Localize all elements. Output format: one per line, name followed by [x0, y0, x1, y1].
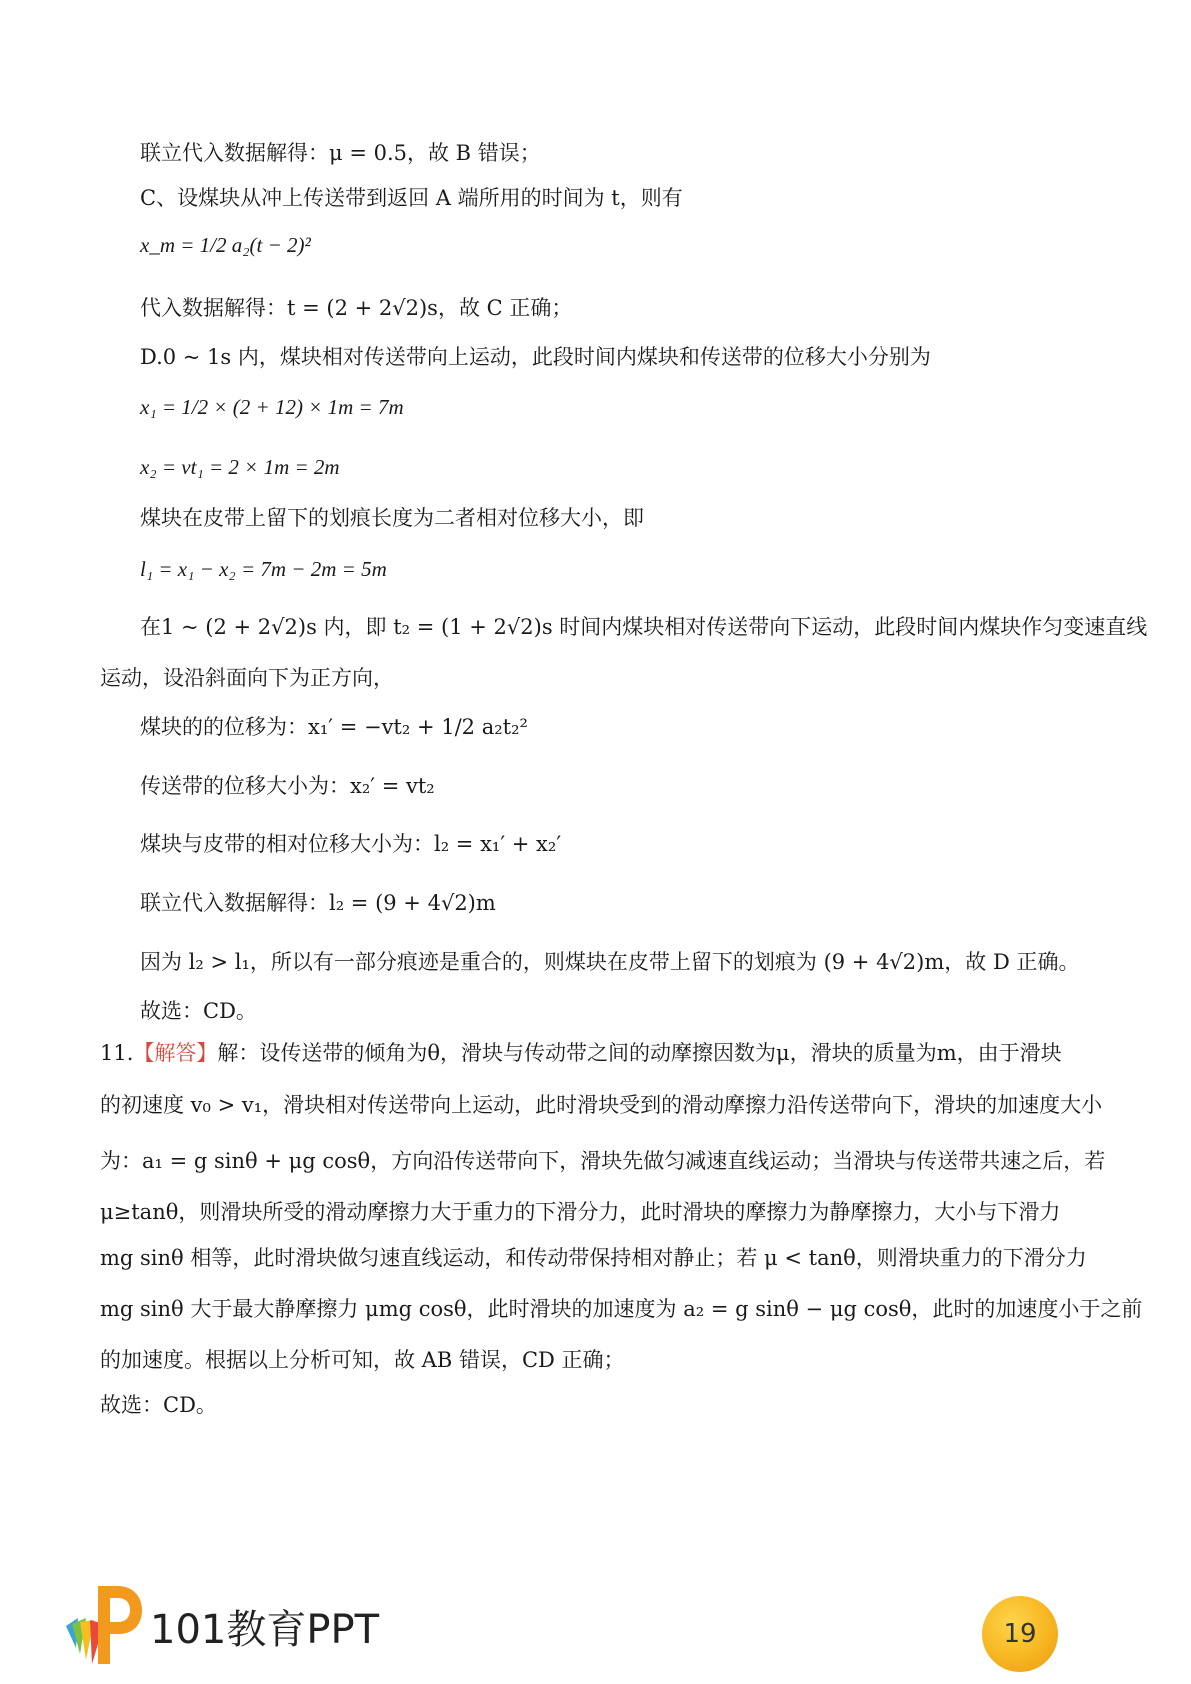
answer-tag: 【解答】 [133, 1041, 218, 1065]
text-line-21: μ≥tanθ，则滑块所受的滑动摩擦力大于重力的下滑分力，此时滑块的摩擦力为静摩擦力，大小与下滑力 [100, 1200, 1061, 1224]
equation-xm: x_m = 1/2 a₂(t − 2)² [140, 233, 311, 257]
equation-x1: x₁ = 1/2 × (2 + 12) × 1m = 7m [140, 395, 404, 419]
text-line-19: 的初速度 v₀ > v₁，滑块相对传送带向上运动，此时滑块受到的滑动摩擦力沿传送带向下，滑块的加速度大小 [100, 1093, 1103, 1117]
text-line-8: 煤块在皮带上留下的划痕长度为二者相对位移大小，即 [140, 506, 644, 530]
text-line-16: 因为 l₂ > l₁，所以有一部分痕迹是重合的，则煤块在皮带上留下的划痕为 (9 + 4√2)m，故 D 正确。 [140, 950, 1080, 974]
text-line-17: 故选：CD。 [140, 999, 257, 1023]
equation-l1: l₁ = x₁ − x₂ = 7m − 2m = 5m [140, 557, 387, 581]
text-line-13: 传送带的位移大小为：x₂′ = vt₂ [140, 774, 435, 798]
text-line-20: 为：a₁ = g sinθ + μg cosθ，方向沿传送带向下，滑块先做匀减速直线运动；当滑块与传送带共速之后，若 [100, 1149, 1106, 1173]
brand-name: 101教育PPT [150, 1607, 380, 1653]
brand-logo-icon [62, 1578, 142, 1668]
text-line-25: 故选：CD。 [100, 1393, 217, 1417]
text-line-23: mg sinθ 大于最大静摩擦力 μmg cosθ，此时滑块的加速度为 a₂ = g sinθ − μg cosθ，此时的加速度小于之前 [100, 1297, 1143, 1321]
text-line-22: mg sinθ 相等，此时滑块做匀速直线运动，和传动带保持相对静止；若 μ < tanθ，则滑块重力的下滑分力 [100, 1246, 1087, 1270]
text-line-4: 代入数据解得：t = (2 + 2√2)s，故 C 正确； [140, 296, 573, 320]
page-number-badge: 19 [982, 1596, 1058, 1672]
text-line-10: 在1 ~ (2 + 2√2)s 内，即 t₂ = (1 + 2√2)s 时间内煤块相对传送带向下运动，此段时间内煤块作匀变速直线 [140, 615, 1148, 639]
text-line-14: 煤块与皮带的相对位移大小为：l₂ = x₁′ + x₂′ [140, 832, 562, 856]
text-line-5: D.0 ~ 1s 内，煤块相对传送带向上运动，此段时间内煤块和传送带的位移大小分别为 [140, 345, 931, 369]
text-line-24: 的加速度。根据以上分析可知，故 AB 错误，CD 正确； [100, 1348, 625, 1372]
text-line-1: 联立代入数据解得：μ = 0.5，故 B 错误； [140, 141, 541, 165]
equation-x2: x₂ = vt₁ = 2 × 1m = 2m [140, 455, 340, 479]
text-line-11: 运动，设沿斜面向下为正方向， [100, 666, 394, 690]
text-line-18: 11.【解答】解：设传送带的倾角为θ，滑块与传动带之间的动摩擦因数为μ，滑块的质量为m，由于滑块 [100, 1041, 1062, 1065]
text-line-15: 联立代入数据解得：l₂ = (9 + 4√2)m [140, 891, 496, 915]
text-line-12: 煤块的的位移为：x₁′ = −vt₂ + 1/2 a₂t₂² [140, 715, 528, 739]
text-line-2: C、设煤块从冲上传送带到返回 A 端所用的时间为 t，则有 [140, 186, 683, 210]
